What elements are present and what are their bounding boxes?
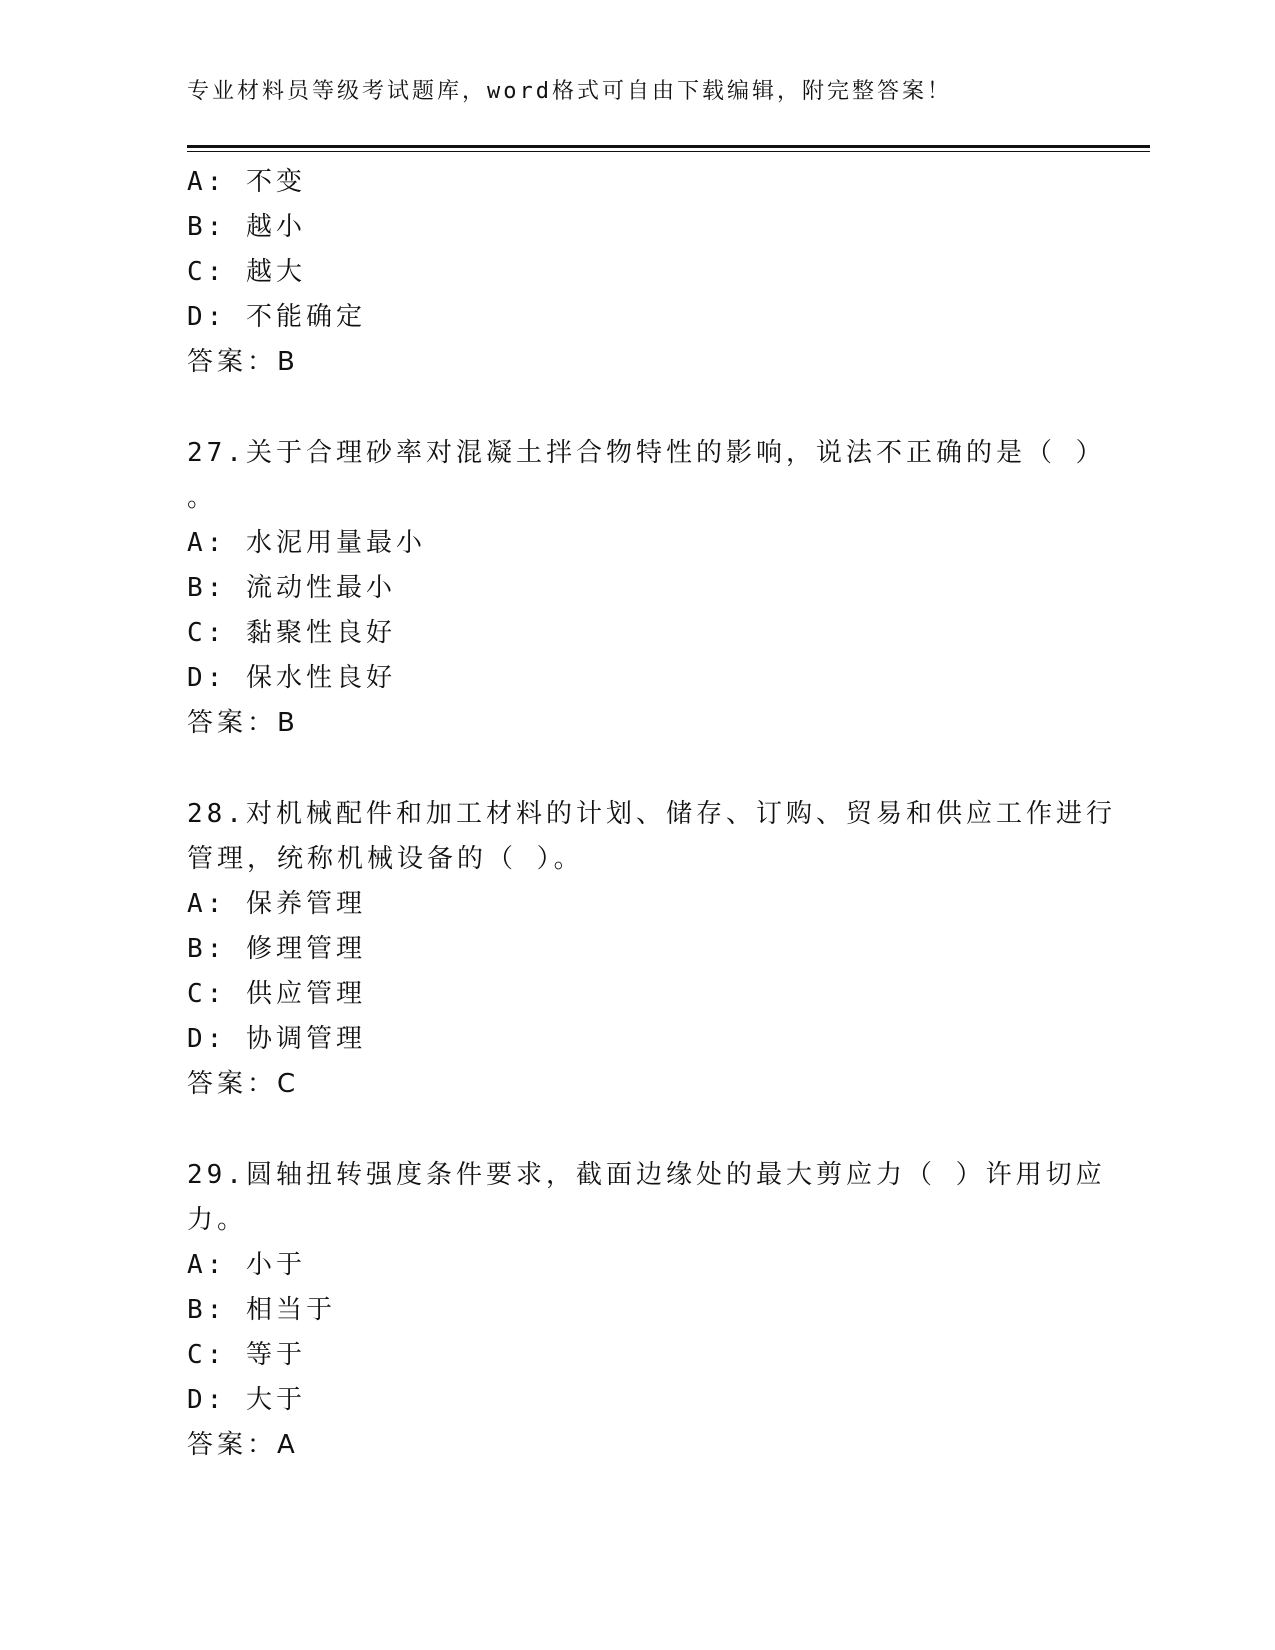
option-b: B: 修理管理 bbox=[187, 934, 366, 964]
question-stem-line-1: 28.对机械配件和加工材料的计划、储存、订购、贸易和供应工作进行 bbox=[187, 799, 1116, 829]
option-b: B: 流动性最小 bbox=[187, 573, 396, 603]
answer-line: 答案：C bbox=[187, 1069, 300, 1099]
answer-line: 答案：B bbox=[187, 708, 299, 738]
question-28 bbox=[187, 792, 1116, 1107]
option-c: C: 黏聚性良好 bbox=[187, 618, 396, 648]
option-b: B: 越小 bbox=[187, 212, 306, 242]
question-stem-line-2: 管理，统称机械设备的（ ）。 bbox=[187, 844, 584, 874]
question-stem-line-1: 27.关于合理砂率对混凝土拌合物特性的影响，说法不正确的是（ ） bbox=[187, 438, 1106, 468]
option-d: D: 保水性良好 bbox=[187, 663, 396, 693]
option-a: A: 不变 bbox=[187, 167, 306, 197]
option-a: A: 保养管理 bbox=[187, 889, 366, 919]
option-a: A: 小于 bbox=[187, 1250, 306, 1280]
question-list bbox=[187, 160, 1116, 1468]
question-stem-line-2: 力。 bbox=[187, 1205, 248, 1235]
header-divider-thick bbox=[187, 145, 1150, 148]
answer-line: 答案：A bbox=[187, 1430, 299, 1460]
question-stem-line-1: 29.圆轴扭转强度条件要求，截面边缘处的最大剪应力（ ）许用切应 bbox=[187, 1160, 1106, 1190]
option-d: D: 大于 bbox=[187, 1385, 306, 1415]
answer-line: 答案：B bbox=[187, 347, 299, 377]
option-b: B: 相当于 bbox=[187, 1295, 336, 1325]
option-d: D: 协调管理 bbox=[187, 1024, 366, 1054]
header-divider-thin bbox=[187, 151, 1150, 152]
option-c: C: 供应管理 bbox=[187, 979, 366, 1009]
question-26 bbox=[187, 160, 1087, 385]
document-header: 专业材料员等级考试题库，word格式可自由下载编辑，附完整答案！ bbox=[187, 79, 952, 104]
question-27 bbox=[187, 431, 1106, 746]
question-29 bbox=[187, 1153, 1106, 1468]
option-a: A: 水泥用量最小 bbox=[187, 528, 426, 558]
option-c: C: 越大 bbox=[187, 257, 306, 287]
option-d: D: 不能确定 bbox=[187, 302, 366, 332]
option-c: C: 等于 bbox=[187, 1340, 306, 1370]
question-stem-line-2: 。 bbox=[187, 483, 218, 513]
